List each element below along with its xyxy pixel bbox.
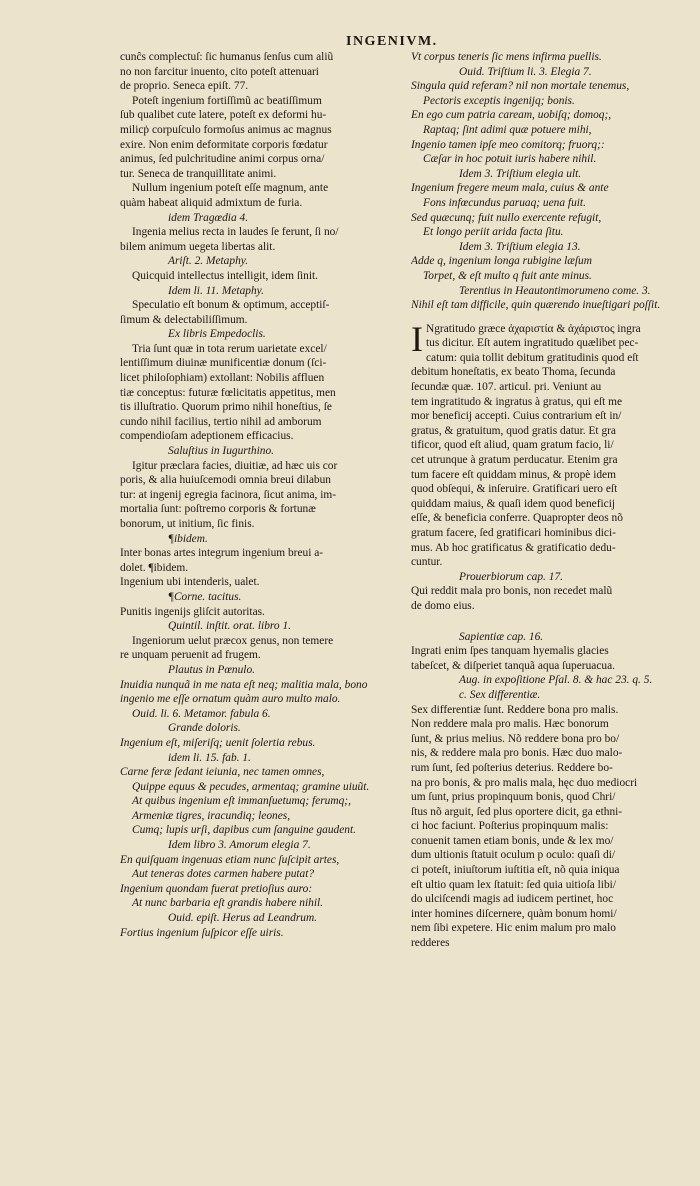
text-line: tiæ conceptus: futuræ fœlicitatis appetitus, men [120, 386, 336, 399]
text-line: rum ſunt, ſed poſterius deterius. Reddere bo- [411, 761, 613, 774]
text-line: exire. Non enim deformitate corporis fœdatur [120, 138, 328, 151]
right-column [411, 50, 691, 1140]
text-line: cuntur. [411, 556, 443, 569]
text-line: debitum honeſtatis, ex beato Thoma, ſecunda [411, 366, 616, 379]
text-line: cundo nihil facilius, tertio nihil ad amborum [120, 415, 322, 428]
text-line: Fons infœcundus paruaq; uena fuit. [423, 196, 586, 209]
text-line: Fortius ingenium ſuſpicor eſſe uiris. [120, 926, 284, 939]
text-line: Quintil. inſtit. orat. libro 1. [168, 620, 291, 633]
text-line: Ingenium eſt, miſeriſq; uenit ſolertia rebus. [120, 736, 316, 749]
text-line: En ego cum patria caream, uobiſq; domoq;, [411, 109, 612, 122]
text-line: Torpet, & eſt multo q fuit ante minus. [423, 269, 592, 282]
running-title: INGENIVM. [346, 34, 438, 49]
text-line: tem ingratitudo & ingratus à gratus, qui eſt me [411, 395, 622, 408]
text-line: Ingrati enim ſpes tanquam hyemalis glacies [411, 645, 609, 658]
text-line: mus. Ab hoc gratificatus & gratificatio dedu- [411, 541, 616, 554]
text-line: Ngratitudo græce ἀχαριστία & ἀχάριστος ingra [426, 322, 641, 335]
text-line: quiddam maius, & quaſi idem quod beneficij [411, 497, 616, 510]
text-line: ſecundæ quæ. 107. articul. pri. Veniunt au [411, 381, 602, 394]
text-line: Ingenium ubi intenderis, ualet. [120, 576, 260, 589]
text-line: Plautus in Pœnulo. [168, 663, 256, 676]
text-line: Terentius in Heautontimorumeno come. 3. [459, 284, 651, 297]
text-line: um ſunt, prius propinquum bonis, quod Chri/ [411, 791, 616, 804]
text-line: Armeniæ tigres, iracundiq; leones, [132, 809, 291, 822]
text-line: En quiſquam ingenuas etiam nunc ſuſcipit artes, [120, 853, 340, 866]
text-line: Tria ſunt quæ in tota rerum uarietate excel/ [132, 342, 327, 355]
text-line: Poteſt ingenium fortiſſimũ ac beatiſſimum [132, 94, 322, 107]
text-line: Cæſar in hoc potuit iuris habere nihil. [423, 153, 597, 166]
text-line: At quibus ingenium eſt immanſuetumq; ferumq;, [132, 795, 351, 808]
text-line: Ouid. li. 6. Metamor. fabula 6. [132, 707, 271, 720]
text-line: ſimum & delectabiliſſimum. [120, 313, 248, 326]
text-line: gratus, & gratuitum, quod gratis datur. Et gra [411, 424, 616, 437]
verse-block [411, 50, 691, 313]
text-line: de domo eius. [411, 599, 475, 612]
text-line: dolet. ¶ibidem. [120, 561, 189, 574]
text-line: Aut teneras dotes carmen habere putat? [132, 868, 315, 881]
text-line: conuenit tamen etiam bonis, unde & lex mo/ [411, 834, 614, 847]
text-line: Nihil eſt tam difficile, quin quærendo inueſtigari poſſit. [411, 299, 661, 312]
text-line: Pectoris exceptis ingenijq; bonis. [423, 94, 575, 107]
text-line: Carne feræ ſedant ieiunia, nec tamen omnes, [120, 766, 325, 779]
text-line: na pro bonis, & pro malis mala, hęc duo mediocri [411, 776, 638, 789]
text-line: Ingenium quondam fuerat pretioſius auro: [120, 882, 313, 895]
text-line: Ouid. Triſtium li. 3. Elegia 7. [459, 65, 592, 78]
text-line: Aug. in expoſitione Pſal. 8. & hac 23. q. 5. [459, 674, 653, 687]
text-line: ci poteſt, iniuſtorum iuſtitia eſt, nõ quia iniqua [411, 864, 620, 877]
text-line: Saluſtius in Iugurthino. [168, 445, 275, 458]
text-line: mor beneficij accepti. Cuius contrarium eſt in/ [411, 410, 622, 423]
text-line: Idem 3. Triſtium elegia 13. [459, 240, 581, 253]
text-line: Singula quid referam? nil non mortale tenemus, [411, 80, 630, 93]
text-line: lentiſſimum diuinæ munificentiæ donum (ſci- [120, 357, 327, 370]
text-line: Ingeniorum uelut præcox genus, non temere [132, 634, 334, 647]
text-line: tum facere eſt quiddam minus, & propè idem [411, 468, 616, 481]
text-line: idem Tragœdia 4. [168, 211, 249, 224]
text-line: Sed quæcunq; fuit nullo exercente refugit, [411, 211, 602, 224]
text-line: bonorum, ut initium, ſic finis. [120, 518, 255, 530]
text-line: no non farcitur inuento, cito poteſt attenuari [120, 65, 319, 78]
text-line: Ingenia melius recta in laudes ſe ferunt, ſi no/ [132, 226, 339, 239]
text-line: Inter bonas artes integrum ingenium breui a- [120, 547, 324, 560]
text-line: re unquam peruenit ad frugem. [120, 649, 261, 662]
text-line: ſub qualibet cute latere, poteſt ex deformi hu- [120, 109, 327, 122]
text-line: Idem libro 3. Amorum elegia 7. [168, 839, 311, 852]
text-line: Adde q, ingenium longa rubigine læſum [411, 255, 592, 268]
text-line: mortalia ſunt: poſtremo corporis & fortunæ [120, 503, 316, 516]
text-line: Vt corpus teneris ſic mens infirma puellis. [411, 51, 602, 63]
text-line: licet philoſophiam) extollant: Nobilis affluen [120, 372, 325, 385]
drop-capital: I [411, 318, 423, 359]
text-line: ingenio me eſſe ornatum quàm auro multo malo. [120, 693, 341, 706]
text-line: ¶Corne. tacitus. [168, 590, 242, 603]
text-line: compendioſam adeptionem efficacius. [120, 430, 294, 443]
text-line: Speculatio eſt bonum & optimum, acceptiſ- [132, 299, 330, 312]
text-line: Idem 3. Triſtium elegia ult. [459, 167, 582, 180]
text-line: eſſe, & beneficia conferre. Quapropter deos nõ [411, 512, 623, 525]
text-line: quod obſequi, & inſeruire. Gratificari uero eſt [411, 483, 618, 496]
text-line: Inuidia nunquã in me nata eſt neq; malitia mala, bono [120, 678, 368, 691]
text-line [411, 614, 691, 630]
prose-ingratitudo [411, 318, 691, 570]
text-line: Ouid. epiſt. Herus ad Leandrum. [168, 912, 318, 925]
text-line: inter homines diſcernere, quàm bonum homi/ [411, 907, 617, 920]
text-line: ſtus nõ arguit, ſed plus oportere dicit, ga ethni- [411, 805, 623, 818]
text-line: dum ultionis ſtatuit oculum p oculo: quaſi di/ [411, 849, 616, 862]
text-line: ſunt, & prius melius. Nõ reddere bona pro bo/ [411, 732, 620, 745]
text-line: animus, ſed pulchritudine animi corpus orna/ [120, 153, 325, 166]
text-line: tur. Seneca de tranquillitate animi. [120, 167, 277, 180]
left-column [120, 50, 402, 1140]
text-line: tificor, quod eſt aliud, quam gratum facio, li/ [411, 439, 614, 452]
text-line: Non reddere mala pro malis. Hæc bonorum [411, 718, 609, 731]
text-line: tur: at ingenij egregia facinora, ſicut anima, im- [120, 488, 337, 501]
text-line: Igitur præclara facies, diuitiæ, ad hæc uis cor [132, 459, 338, 472]
text-line: At nunc barbaria eſt grandis habere nihil. [132, 897, 323, 910]
text-line: gratum facere, ſed gratificari hominibus dici- [411, 527, 616, 539]
text-line: Ex libris Empedoclis. [168, 328, 266, 341]
text-line: idem li. 15. fab. 1. [168, 751, 251, 764]
text-line: Ingenium fregere meum mala, cuius & ante [411, 182, 609, 195]
text-line: Et longo periit arida facta ſitu. [423, 226, 564, 239]
text-line: catum: quia tollit debitum gratitudinis quod eſt [426, 351, 639, 364]
text-line: Quippe equus & pecudes, armentaq; gramine uiuũt. [132, 780, 370, 793]
text-line: Cumq; lupis urſi, dapibus cum ſanguine gaudent. [132, 824, 357, 837]
text-line: eſt ultio quam lex ſtatuit: ſed quia uitioſa libi/ [411, 878, 616, 891]
text-line: Punitis ingenijs gliſcit autoritas. [120, 605, 265, 618]
text-line: poris, & alia huiuſcemodi omnia breui dilabun [120, 474, 331, 487]
text-line: Grande doloris. [168, 722, 241, 735]
text-line: Ingenio tamen ipſe meo comitorq; fruorq;: [411, 138, 605, 151]
text-line: tabeſcet, & diſperiet tanquã aqua ſuperuacua. [411, 659, 615, 672]
text-line: Sex differentiæ ſunt. Reddere bona pro malis. [411, 703, 619, 716]
text-line: de proprio. Seneca epiſt. 77. [120, 80, 249, 93]
text-line: nis, & reddere mala pro bonis. Hæc duo malo- [411, 747, 623, 760]
text-line: do ulciſcendi magis ad iudicem pertinet, hoc [411, 893, 614, 906]
text-line: ci hoc faciunt. Poſterius propinquum malis: [411, 820, 609, 833]
text-line: Sapientiæ cap. 16. [459, 630, 544, 643]
text-line: tis illuſtratio. Quorum primo nihil honeſtius, ſe [120, 401, 332, 414]
text-line: bilem animum uegeta libertas alit. [120, 240, 276, 253]
text-line: cunĉs complectuſ: ſic humanus ſenſus cum aliũ [120, 51, 334, 63]
text-line: nem ſibi expetere. Hic enim malum pro malo [411, 922, 616, 935]
text-line: redderes [411, 937, 450, 950]
text-line: Raptaq; ſint adimi quæ potuere mihi, [423, 123, 592, 136]
text-line: Nullum ingenium poteſt eſſe magnum, ante [132, 182, 329, 195]
text-line: Quicquid intellectus intelligit, idem ſinit. [132, 269, 319, 282]
text-line: Qui reddit mala pro bonis, non recedet malũ [411, 585, 613, 598]
text-line: tus dicitur. Eſt autem ingratitudo quælibet pec- [426, 337, 639, 350]
text-line: Ariſt. 2. Metaphy. [168, 255, 249, 268]
text-line: cet utrunque à gratum perducatur. Etenim gra [411, 454, 618, 467]
text-line: quàm habeat aliquid admixtum de furia. [120, 196, 303, 209]
prose-continuation [411, 570, 691, 951]
text-line: Idem li. 11. Metaphy. [168, 284, 264, 297]
text-line: ¶ibidem. [168, 532, 208, 545]
text-line: c. Sex differentiæ. [459, 688, 541, 701]
text-line: milicṗ corpuſculo formoſus animus ac magnus [120, 123, 332, 136]
text-line: Prouerbiorum cap. 17. [459, 570, 563, 583]
